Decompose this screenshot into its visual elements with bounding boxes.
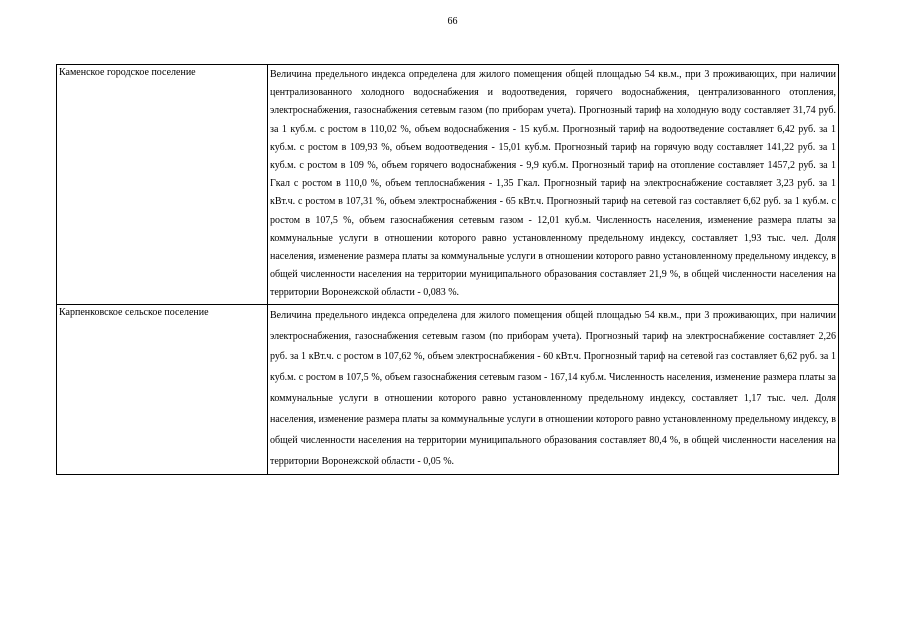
settlement-description: Величина предельного индекса определена для жилого помещения общей площадью 54 кв.м., при 3 проживающих, при наличии электроснабжения, газоснабжения сетевым газом (по приборам учета). Прогнозный тариф на электроснабжение составляет 2,26 руб. за 1 кВт.ч. с ростом в 107,62 %, объем электроснабжения - 60 кВт.ч. Прогнозный тариф на сетевой газ составляет 6,62 руб. за 1 куб.м. с ростом в 107,5 %, объем газоснабжения сетевым газом - 167,14 куб.м. Численность населения, изменение размера платы за коммунальные услуги в отношении которого равно установленному предельному индексу, составляет 1,17 тыс. чел. Доля населения, изменение размера платы за коммунальные услуги в отношении которого равно установленному предельному индексу, в общей численности населения на территории муниципального образования составляет 80,4 %, в общей численности населения на территории Воронежской области - 0,05 %. [268, 304, 839, 474]
settlement-description: Величина предельного индекса определена для жилого помещения общей площадью 54 кв.м., при 3 проживающих, при наличии централизованного холодного водоснабжения и водоотведения, горячего водоснабжения, централизованного отопления, электроснабжения, газоснабжения сетевым газом (по приборам учета). Прогнозный тариф на холодную воду составляет 31,74 руб. за 1 куб.м. с ростом в 110,02 %, объем водоснабжения - 15 куб.м. Прогнозный тариф на водоотведение составляет 6,42 руб. за 1 куб.м. с ростом в 109,93 %, объем водоотведения - 15,01 куб.м. Прогнозный тариф на горячую воду составляет 141,22 руб. за 1 куб.м. с ростом в 109 %, объем горячего водоснабжения - 9,9 куб.м. Прогнозный тариф на отопление составляет 1457,2 руб. за 1 Гкал с ростом в 110,0 %, объем теплоснабжения - 1,35 Гкал. Прогнозный тариф на электроснабжение составляет 3,23 руб. за 1 кВт.ч. с ростом в 107,31 %, объем электроснабжения - 65 кВт.ч. Прогнозный тариф на сетевой газ составляет 6,62 руб. за 1 куб.м. с ростом в 107,5 %, объем газоснабжения сетевым газом - 12,01 куб.м. Численность населения, изменение размера платы за коммунальные услуги в отношении которого равно установленному предельному индексу, составляет 1,93 тыс. чел. Доля населения, изменение размера платы за коммунальные услуги в отношении которого равно установленному предельному индексу, в общей численности населения на территории муниципального образования составляет 21,9 %, в общей численности населения на территории Воронежской области - 0,083 %. [268, 65, 839, 305]
table-row [57, 304, 839, 474]
settlement-name: Карпенковское сельское поселение [57, 304, 268, 474]
settlement-name: Каменское городское поселение [57, 65, 268, 305]
settlements-table [56, 64, 839, 475]
table-row [57, 65, 839, 305]
page-number: 66 [447, 16, 458, 27]
